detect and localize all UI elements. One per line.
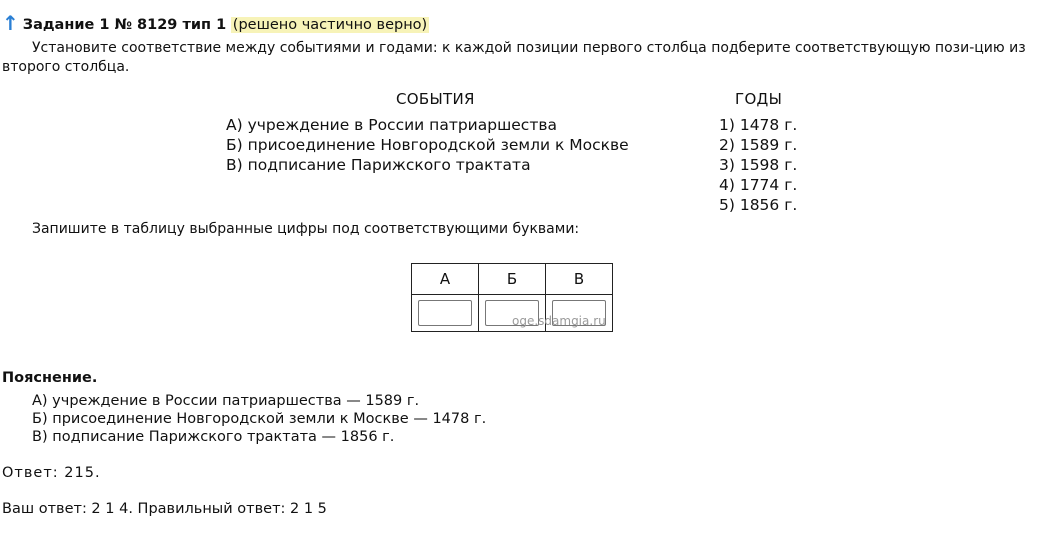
answer-input-a[interactable] [418,300,472,326]
task-title: Задание 1 № 8129 тип 1 [22,17,227,33]
year-item: 3) 1598 г. [719,156,798,174]
answer-column-b: Б [479,264,546,295]
answer-column-v: В [546,264,613,295]
year-item: 4) 1774 г. [719,176,798,194]
event-item: В) подписание Парижского трактата [226,156,531,174]
explanation-line: А) учреждение в России патриаршества — 1589 г. [32,393,420,409]
answer-column-a: А [412,264,479,295]
year-item: 2) 1589 г. [719,136,798,154]
year-item: 5) 1856 г. [719,196,798,214]
explanation-line: В) подписание Парижского трактата — 1856 г. [32,429,395,445]
task-status: (решено частично верно) [232,17,428,33]
event-item: Б) присоединение Новгородской земли к Москве [226,136,629,154]
answer-line: Ответ: 215. [2,465,101,481]
instruction-text: Запишите в таблицу выбранные цифры под соответствующими буквами: [32,221,580,237]
year-item: 1) 1478 г. [719,116,798,134]
watermark: oge.sdamgia.ru [512,314,606,328]
result-line: Ваш ответ: 2 1 4. Правильный ответ: 2 1 5 [2,501,327,517]
task-intro: Установите соответствие между событиями и годами: к каждой позиции первого столбца подберите соответствующую пози-цию из второго столбца. [2,40,1026,75]
explanation-title: Пояснение. [2,370,98,386]
events-header: СОБЫТИЯ [396,90,475,108]
task-header [2,11,429,35]
event-item: А) учреждение в России патриаршества [226,116,557,134]
explanation-line: Б) присоединение Новгородской земли к Москве — 1478 г. [32,411,487,427]
up-arrow-icon[interactable]: ↑ [2,11,19,35]
years-header: ГОДЫ [735,90,783,108]
